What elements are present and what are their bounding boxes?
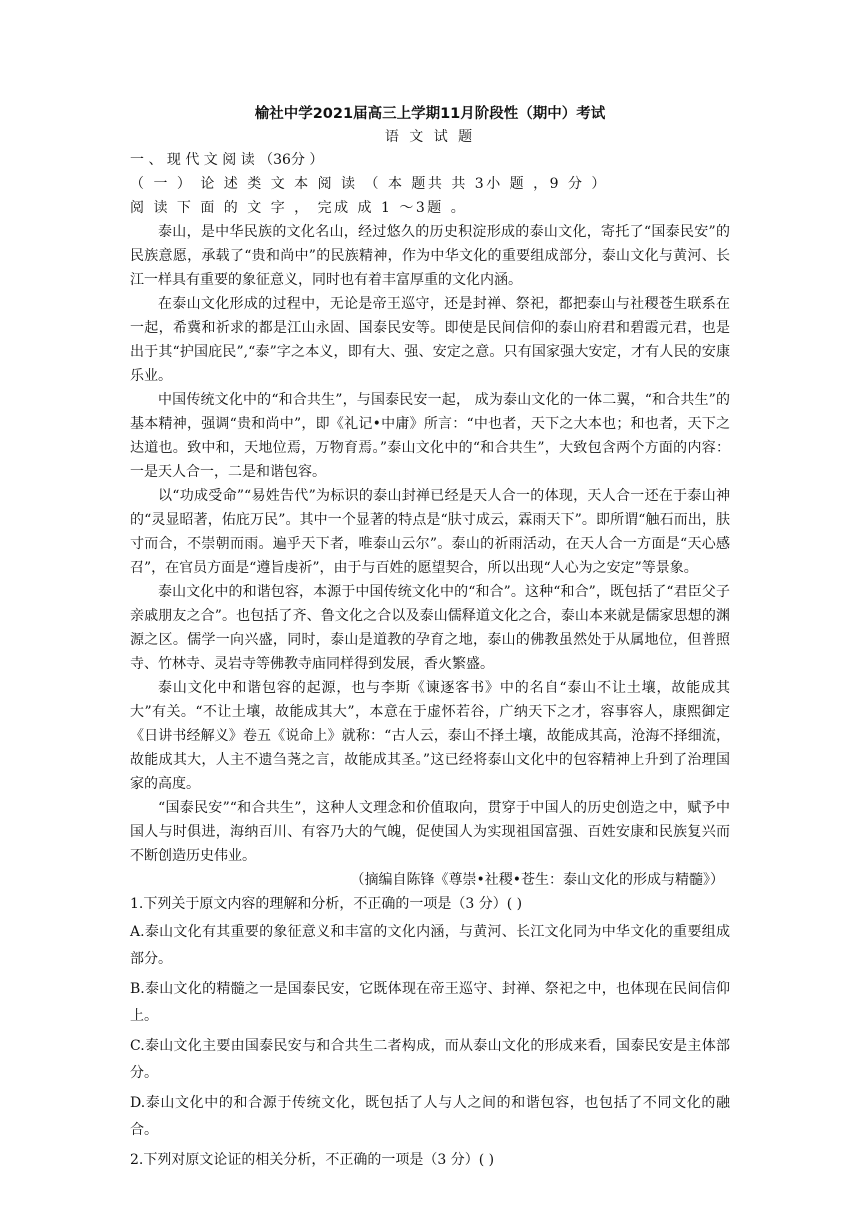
passage-paragraph: 泰山文化中和谐包容的起源，也与李斯《谏逐客书》中的名自“泰山不让土壤，故能成其大”有关。“不让土壤，故能成其大”，本意在于虚怀若谷，广纳天下之才，容事容人，康熙御定《日讲书经解义》卷五《说命上》就称：“古人云，泰山不择土壤，故能成其高，沧海不择细流，故能成其大，人主不遗刍荛之言，故能成其圣。”这已经将泰山文化中的包容精神上升到了治理国家的高度。 bbox=[130, 680, 730, 792]
passage-paragraph: 以“功成受命”“易姓告代”为标识的泰山封禅已经是天人合一的体现，天人合一还在于泰山神的“灵显昭著，佑庇万民”。其中一个显著的特点是“肤寸成云，霖雨天下”。即所谓“触石而出，肤寸而合，不崇朝而雨。遍乎天下者，唯泰山云尔”。泰山的祈雨活动，在天人合一方面是“天心感召”，在官员方面是“遵旨虔祈”，由于与百姓的愿望契合，所以出现“人心为之安定”等景象。 bbox=[130, 488, 730, 576]
passage-paragraph: “国泰民安”“和合共生”，这种人文理念和价值取向，贯穿于中国人的历史创造之中，赋予中国人与时俱进，海纳百川、有容乃大的气魄，促使国人为实现祖国富强、百姓安康和民族复兴而不断创造历史伟业。 bbox=[130, 800, 730, 864]
passage-paragraph: 在泰山文化形成的过程中，无论是帝王巡守，还是封禅、祭祀，都把泰山与社稷苍生联系在一起，希冀和祈求的都是江山永固、国泰民安等。即使是民间信仰的泰山府君和碧霞元君，也是出于其“护国庇民”,“泰”字之本义，即有大、强、安定之意。只有国家强大安定，才有人民的安康乐业。 bbox=[130, 296, 730, 384]
passage bbox=[130, 220, 730, 892]
answer-option-d: D.泰山文化中的和合源于传统文化，既包括了人与人之间的和谐包容，也包括了不同文化的融合。 bbox=[130, 1095, 730, 1138]
answer-option-c: C.泰山文化主要由国泰民安与和合共生二者构成，而从泰山文化的形成来看，国泰民安是主体部分。 bbox=[130, 1038, 730, 1081]
passage-paragraph: 中国传统文化中的“和合共生”，与国泰民安一起， 成为泰山文化的一体二翼，“和合共生”的基本精神，强调“贵和尚中”，即《礼记•中庸》所言：“中也者，天下之大本也；和也者，天下之达道也。致中和，天地位焉，万物育焉。”泰山文化中的“和合共生”，大致包含两个方面的内容：一是天人合一，二是和谐包容。 bbox=[130, 392, 730, 480]
passage-paragraph: 泰山文化中的和谐包容，本源于中国传统文化中的“和合”。这种“和合”，既包括了“君臣父子亲戚朋友之合”。也包括了齐、鲁文化之合以及泰山儒释道文化之合，泰山本来就是儒家思想的渊源之区。儒学一向兴盛，同时，泰山是道教的孕育之地，泰山的佛教虽然处于从属地位，但普照寺、竹林寺、灵岩寺等佛教寺庙同样得到发展，香火繁盛。 bbox=[130, 584, 730, 672]
reading-instruction: 阅 读 下 面 的 文 字 ， 完成 成 1 ～3题 。 bbox=[130, 200, 468, 216]
exam-subtitle: 语 文 试 题 bbox=[384, 129, 476, 145]
passage-paragraph: 泰山，是中华民族的文化名山，经过悠久的历史积淀形成的泰山文化，寄托了“国泰民安”的民族意愿，承载了“贵和尚中”的民族精神，作为中华文化的重要组成部分，泰山文化与黄河、长江一样具有重要的象征意义，同时也有着丰富厚重的文化内涵。 bbox=[130, 224, 730, 288]
answer-option-a: A.泰山文化有其重要的象征意义和丰富的文化内涵，与黄河、长江文化同为中华文化的重要组成部分。 bbox=[130, 924, 730, 967]
exam-page bbox=[130, 102, 730, 1174]
passage-source: （摘编自陈锋《尊崇•社稷•苍生：泰山文化的形成与精髓》） bbox=[350, 872, 724, 888]
answer-option-b: B.泰山文化的精髓之一是国泰民安，它既体现在帝王巡守、封禅、祭祀之中，也体现在民间信仰上。 bbox=[130, 981, 730, 1024]
subsection-heading: （ 一 ） 论 述 类 文 本 阅 读 （ 本 题共 共 3小 题 ，9 分 ） bbox=[130, 176, 608, 192]
exam-title: 榆社中学2021届高三上学期11月阶段性（期中）考试 bbox=[254, 106, 606, 122]
questions bbox=[130, 892, 730, 1174]
section-heading: 一 、 现 代 文 阅 读 （36分 ） bbox=[130, 152, 324, 168]
question-stem: 2.下列对原文论证的相关分析，不正确的一项是（3 分）( ) bbox=[130, 1152, 495, 1168]
question-stem: 1.下列关于原文内容的理解和分析，不正确的一项是（3 分）( ) bbox=[130, 896, 523, 912]
